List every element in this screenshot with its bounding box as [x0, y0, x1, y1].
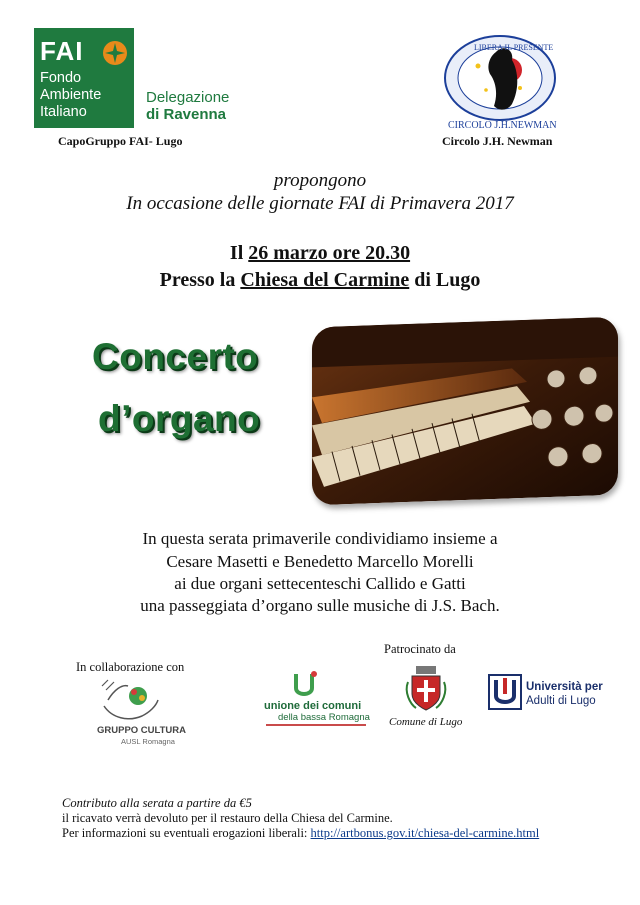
gruppo-cultura-name: GRUPPO CULTURA	[97, 725, 187, 736]
event-place	[0, 269, 640, 292]
event-place-suffix: di Lugo	[409, 269, 481, 291]
unione-comuni-u-icon	[292, 670, 318, 700]
unione-comuni-line-2: della bassa Romagna	[278, 712, 370, 723]
gruppo-cultura-sub: AUSL Romagna	[121, 737, 175, 746]
header-propongono: propongono	[273, 170, 367, 191]
gruppo-cultura-hands-icon	[98, 676, 164, 726]
description-line-3: ai due organi settecenteschi Callido e Gatti	[174, 574, 466, 593]
unione-comuni-divider	[266, 724, 366, 726]
fai-line-2: Ambiente	[40, 87, 102, 103]
artbonus-link[interactable]: http://artbonus.gov.it/chiesa-del-carmine.html	[310, 826, 540, 840]
unione-comuni-line-1: unione dei comuni	[264, 700, 362, 712]
description-line-4: una passeggiata d’organo sulle musiche di J.S. Bach.	[140, 596, 500, 615]
event-place-prefix: Presso la	[159, 269, 241, 291]
footer-info	[62, 826, 539, 841]
fai-delegation-line-1: Delegazione	[146, 89, 230, 106]
newman-bottom-text: CIRCOLO J.H.NEWMAN	[448, 120, 557, 130]
fai-flower-icon	[102, 40, 128, 66]
collaboration-label: In collaborazione con	[76, 660, 185, 674]
event-place-value: Chiesa del Carmine	[240, 269, 410, 291]
comune-lugo-coat-of-arms-icon	[404, 664, 448, 714]
event-date	[0, 242, 640, 265]
fai-delegation-line-2: di Ravenna	[146, 106, 227, 123]
organ-illustration	[312, 317, 618, 506]
newman-caption: Circolo J.H. Newman	[442, 134, 553, 148]
footer-proceeds: il ricavato verrà devoluto per il restauro della Chiesa del Carmine.	[62, 811, 393, 825]
footer-contribution: Contributo alla serata a partire da €5	[62, 796, 252, 810]
patrocinio-label: Patrocinato da	[384, 642, 456, 656]
event-date-value: 26 marzo ore 20.30	[248, 242, 411, 264]
event-date-prefix: Il	[229, 242, 249, 264]
universita-line-2: Adulti di Lugo	[526, 695, 596, 707]
fai-caption: CapoGruppo FAI- Lugo	[58, 134, 183, 148]
header-occasion: In occasione delle giornate FAI di Primavera 2017	[126, 193, 514, 214]
fai-line-3: Italiano	[40, 104, 87, 120]
fai-logo-word: FAI	[40, 36, 84, 66]
description-line-2: Cesare Masetti e Benedetto Marcello Morelli	[166, 552, 474, 571]
title-concerto: Concerto	[92, 336, 259, 377]
fai-line-1: Fondo	[40, 70, 82, 86]
universita-adulti-logo-icon	[488, 674, 522, 710]
footer-info-prefix: Per informazioni su eventuali erogazioni liberali:	[62, 826, 311, 840]
newman-ring-text: LIBERA IL PRESENTE	[474, 43, 554, 52]
comune-lugo-label: Comune di Lugo	[389, 716, 463, 728]
organ-photo	[312, 317, 618, 506]
description-line-1: In questa serata primaverile condividiamo insieme a	[142, 529, 498, 548]
universita-line-1: Università per	[526, 681, 603, 693]
circolo-newman-logo	[438, 30, 570, 130]
title-organo: d’organo	[98, 398, 261, 439]
